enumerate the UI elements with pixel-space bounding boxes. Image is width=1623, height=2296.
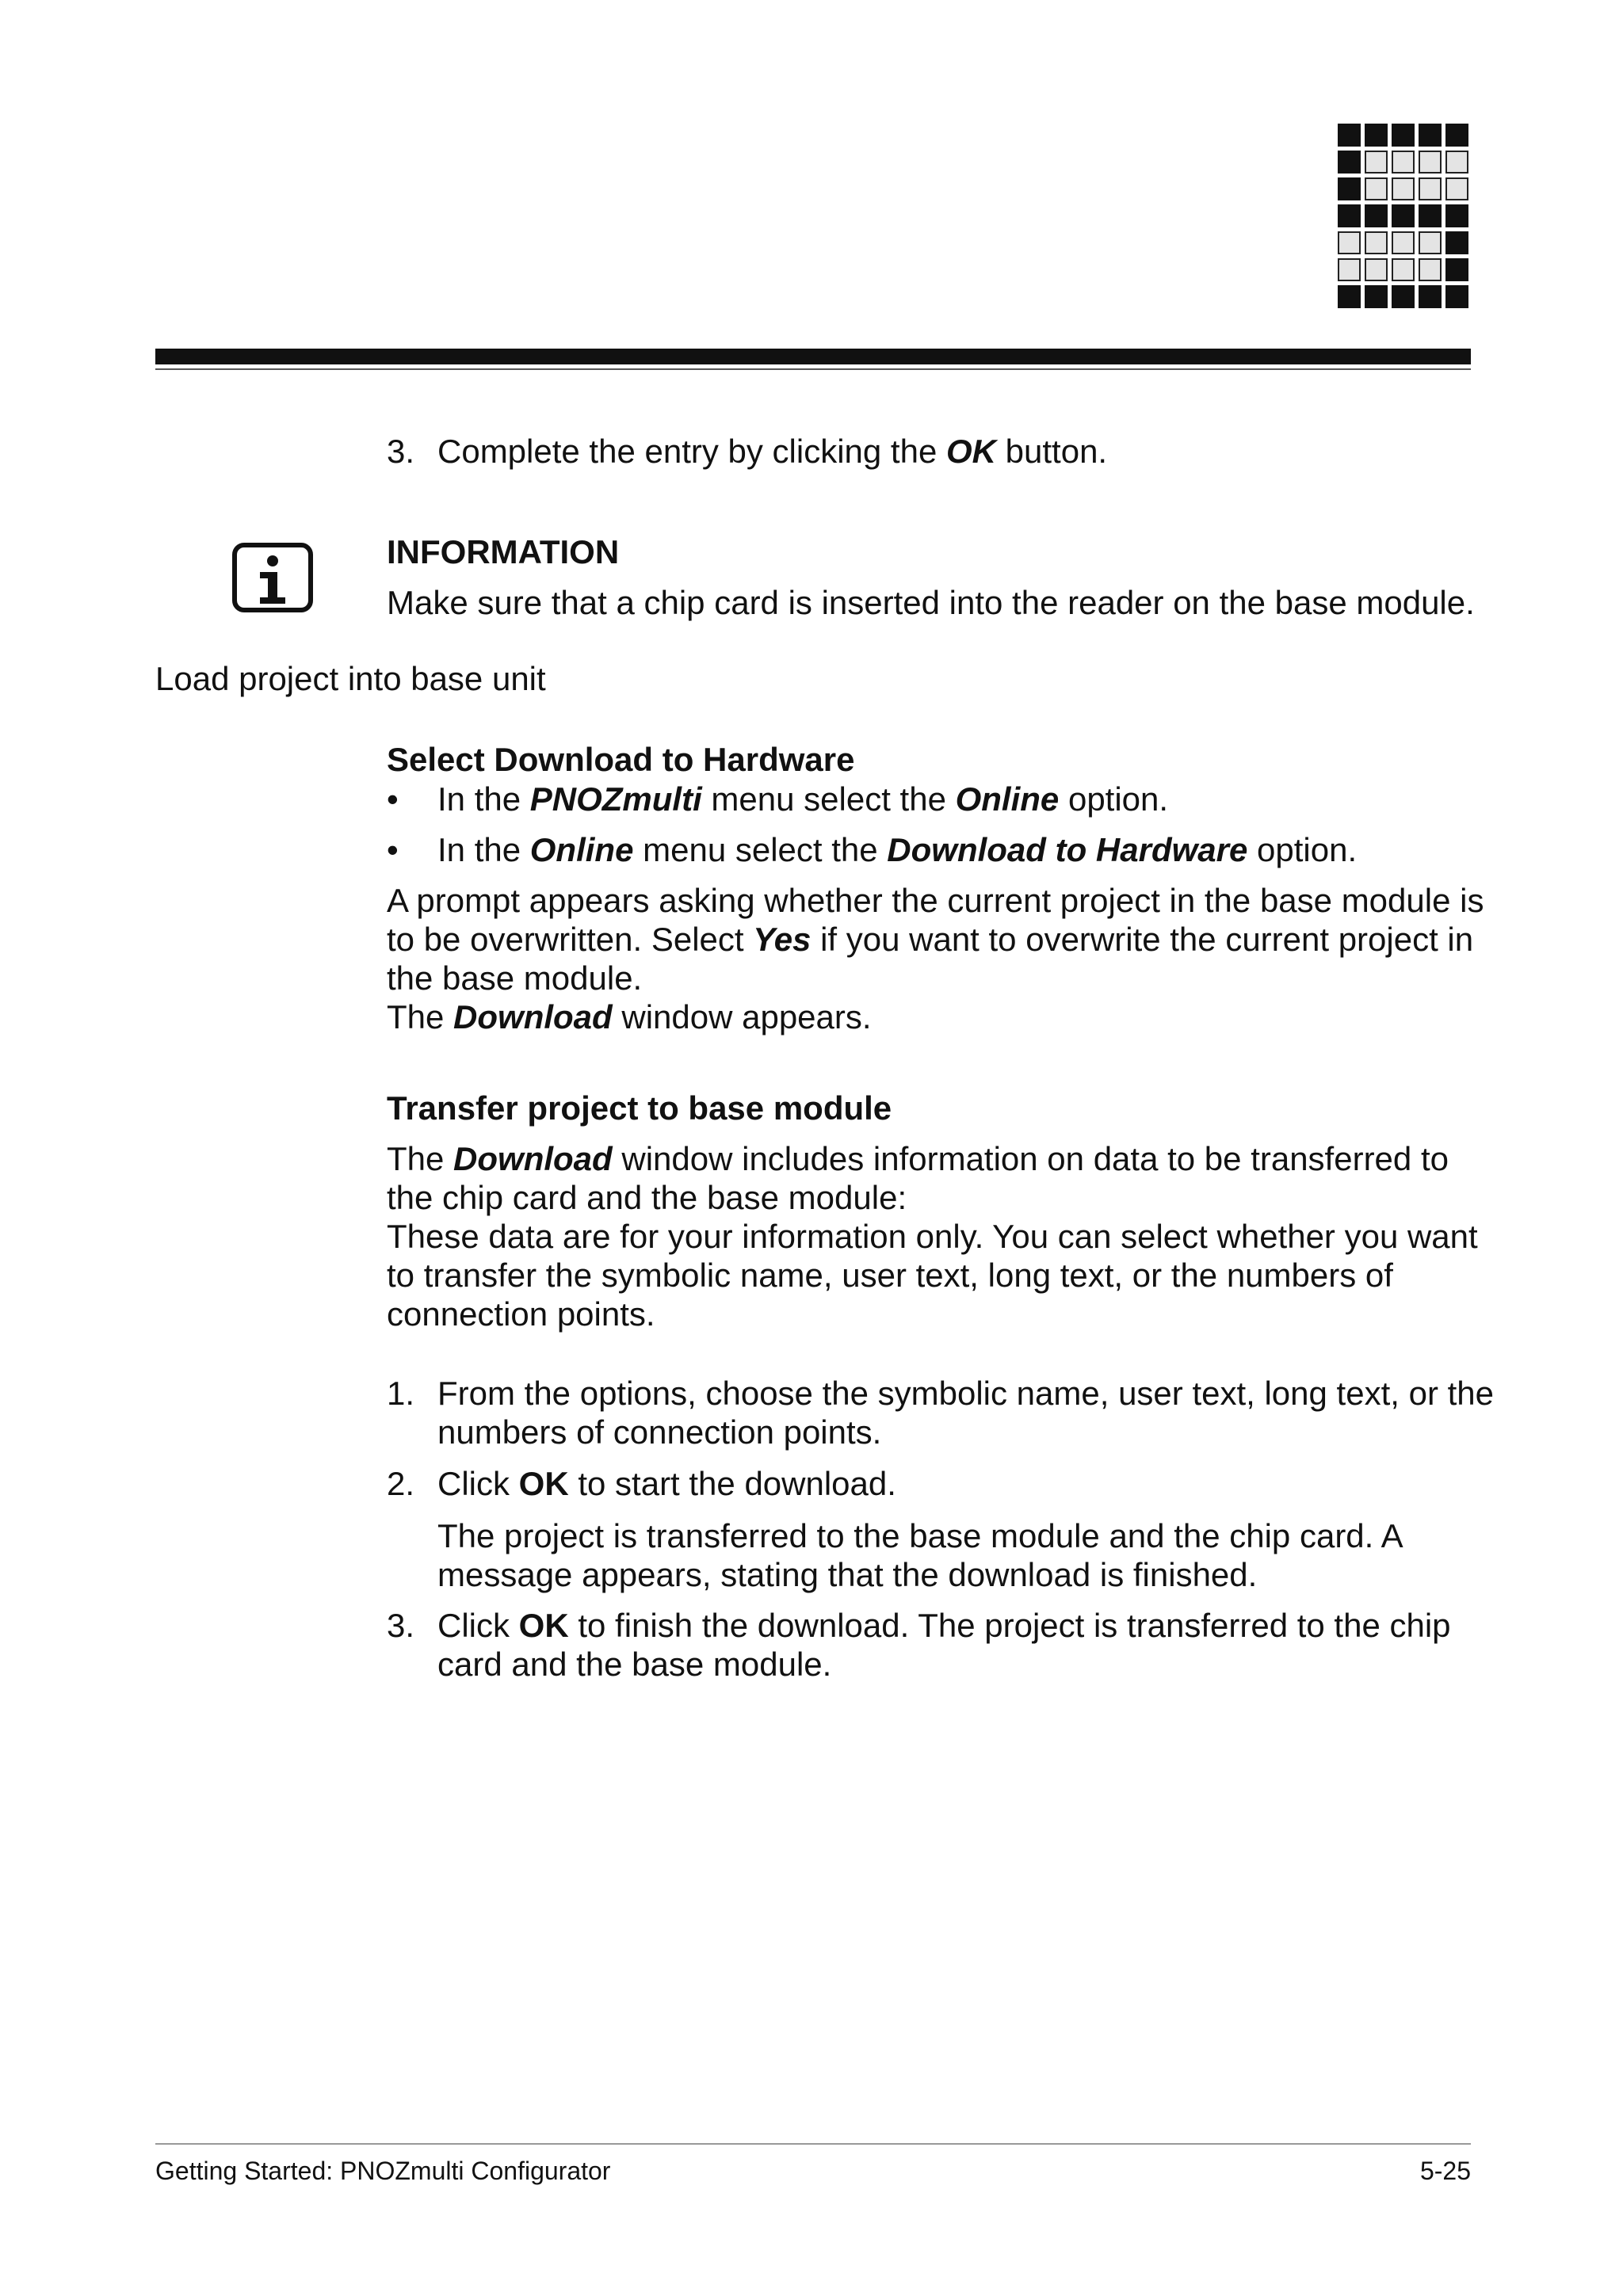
logo-cell [1365,258,1388,281]
logo-cell [1392,231,1415,254]
step-note: message appears, stating that the download is finished. [437,1556,1258,1593]
section-heading-transfer: Transfer project to base module [387,1089,892,1127]
page-number: 5-25 [1419,2157,1471,2185]
info-icon [231,542,314,613]
bullet-marker: • [387,780,399,818]
logo-cell [1338,151,1361,174]
step-number: 3. [387,1607,415,1644]
section-heading-select-download: Select Download to Hardware [387,741,855,778]
paragraph-line: The Download window includes information on data to be transferred to [387,1140,1449,1177]
step-note: The project is transferred to the base module and the chip card. A [437,1517,1403,1554]
paragraph-line: These data are for your information only. You can select whether you want [387,1218,1478,1255]
company-logo [1338,124,1471,311]
step-text: numbers of connection points. [437,1413,882,1451]
paragraph-line: A prompt appears asking whether the current project in the base module is [387,882,1484,919]
paragraph-line: connection points. [387,1295,655,1333]
logo-cell [1338,258,1361,281]
logo-cell [1392,204,1415,227]
info-title: INFORMATION [387,533,620,570]
logo-cell [1419,177,1442,200]
step-number: 1. [387,1375,415,1412]
step-text: card and the base module. [437,1646,832,1683]
paragraph-line: to be overwritten. Select Yes if you want to overwrite the current project in [387,921,1474,958]
bullet-marker: • [387,831,399,868]
info-text: Make sure that a chip card is inserted into the reader on the base module. [387,584,1475,621]
bullet-item: In the PNOZmulti menu select the Online option. [437,780,1169,818]
logo-cell [1445,151,1468,174]
paragraph-line: to transfer the symbolic name, user text, long text, or the numbers of [387,1257,1393,1294]
logo-cell [1419,204,1442,227]
logo-cell [1445,285,1468,308]
step-text: Complete the entry by clicking the OK button. [437,433,1108,470]
logo-cell [1419,258,1442,281]
logo-cell [1419,231,1442,254]
header-rule-thin [155,368,1471,370]
logo-cell [1445,258,1468,281]
logo-cell [1419,285,1442,308]
footer-title: Getting Started: PNOZmulti Configurator [155,2157,611,2185]
logo-cell [1365,204,1388,227]
logo-cell [1365,151,1388,174]
logo-cell [1419,151,1442,174]
paragraph-line: the base module. [387,959,643,997]
side-heading: Load project into base unit [155,660,546,697]
logo-cell [1365,231,1388,254]
bullet-item: In the Online menu select the Download to Hardware option. [437,831,1358,868]
logo-cell [1419,124,1442,147]
paragraph-line: The Download window appears. [387,998,872,1035]
step-text: Click OK to finish the download. The project is transferred to the chip [437,1607,1451,1644]
logo-cell [1338,124,1361,147]
step-number: 3. [387,433,415,470]
logo-cell [1392,258,1415,281]
logo-cell [1365,177,1388,200]
step-text: Click OK to start the download. [437,1465,896,1502]
logo-cell [1445,231,1468,254]
logo-cell [1392,177,1415,200]
step-number: 2. [387,1465,415,1502]
logo-cell [1338,231,1361,254]
step-text: From the options, choose the symbolic name, user text, long text, or the [437,1375,1494,1412]
logo-cell [1338,285,1361,308]
logo-cell [1365,124,1388,147]
logo-cell [1365,285,1388,308]
logo-cell [1392,124,1415,147]
logo-cell [1392,151,1415,174]
logo-cell [1338,204,1361,227]
logo-cell [1445,124,1468,147]
logo-cell [1392,285,1415,308]
logo-cell [1338,177,1361,200]
header-rule-thick [155,349,1471,364]
logo-cell [1445,204,1468,227]
logo-cell [1445,177,1468,200]
footer-rule [155,2143,1471,2145]
paragraph-line: the chip card and the base module: [387,1179,907,1216]
